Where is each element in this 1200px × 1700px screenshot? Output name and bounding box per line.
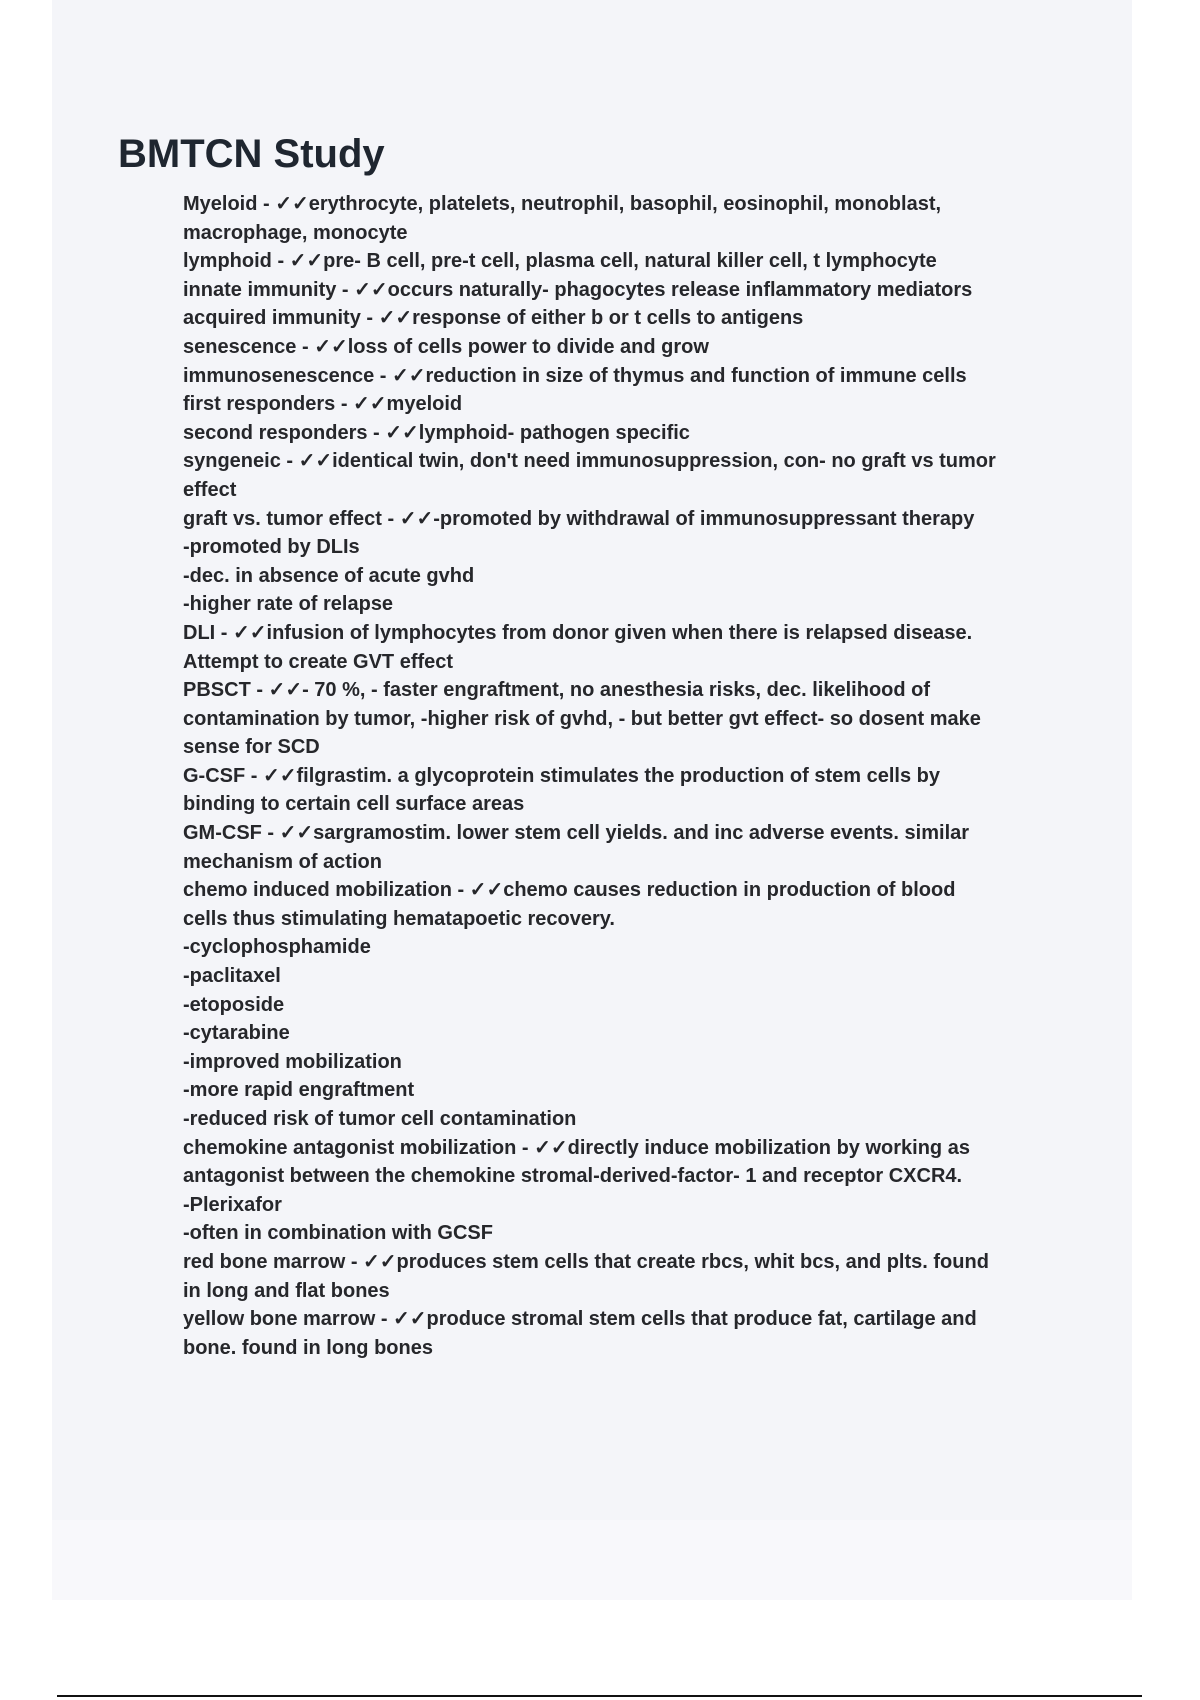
note-line: first responders - ✓✓myeloid [183, 393, 463, 416]
note-line: mechanism of action [183, 850, 382, 873]
note-line: red bone marrow - ✓✓produces stem cells that create rbcs, whit bcs, and plts. found [183, 1250, 989, 1273]
note-line: -cyclophosphamide [183, 936, 371, 959]
note-line: -higher rate of relapse [183, 593, 394, 616]
note-line: cells thus stimulating hematapoetic recovery. [183, 907, 615, 930]
note-line: -reduced risk of tumor cell contamination [183, 1108, 577, 1130]
note-line: -often in combination with GCSF [183, 1222, 493, 1245]
note-line: innate immunity - ✓✓occurs naturally- phagocytes release inflammatory mediators [183, 278, 973, 301]
note-line: -more rapid engraftment [183, 1079, 415, 1102]
note-line: syngeneic - ✓✓identical twin, don't need immunosuppression, con- no graft vs tumor [183, 450, 996, 473]
bottom-divider [57, 1695, 1142, 1697]
document-title: BMTCN Study [118, 132, 385, 176]
note-line: DLI - ✓✓infusion of lymphocytes from donor given when there is relapsed disease. [183, 621, 973, 644]
note-line: Attempt to create GVT effect [183, 650, 454, 673]
study-notes [183, 190, 1083, 1362]
note-line: binding to certain cell surface areas [183, 793, 525, 816]
note-line: -cytarabine [183, 1022, 290, 1045]
note-line: chemo induced mobilization - ✓✓chemo causes reduction in production of blood [183, 879, 956, 902]
note-line: -improved mobilization [183, 1050, 402, 1073]
note-line: immunosenescence - ✓✓reduction in size of thymus and function of immune cells [183, 364, 967, 387]
page-footer-area [52, 1520, 1132, 1600]
note-line: effect [183, 478, 237, 501]
note-line: GM-CSF - ✓✓sargramostim. lower stem cell yields. and inc adverse events. similar [183, 822, 970, 845]
note-line: macrophage, monocyte [183, 221, 408, 244]
note-line: Myeloid - ✓✓erythrocyte, platelets, neutrophil, basophil, eosinophil, monoblast, [183, 193, 942, 215]
note-line: -dec. in absence of acute gvhd [183, 564, 475, 587]
note-line: sense for SCD [183, 736, 320, 759]
note-line: PBSCT - ✓✓- 70 %, - faster engraftment, no anesthesia risks, dec. likelihood of [183, 679, 931, 702]
note-line: -etoposide [183, 993, 285, 1016]
note-line: lymphoid - ✓✓pre- B cell, pre-t cell, plasma cell, natural killer cell, t lymphocyte [183, 250, 937, 273]
note-line: graft vs. tumor effect - ✓✓-promoted by withdrawal of immunosuppressant therapy [183, 507, 975, 530]
note-line: G-CSF - ✓✓filgrastim. a glycoprotein stimulates the production of stem cells by [183, 764, 940, 787]
note-line: -promoted by DLIs [183, 536, 360, 559]
note-line: in long and flat bones [183, 1279, 390, 1302]
note-line: chemokine antagonist mobilization - ✓✓directly induce mobilization by working as [183, 1136, 970, 1159]
note-line: antagonist between the chemokine stromal-derived-factor- 1 and receptor CXCR4. [183, 1165, 963, 1188]
note-line: acquired immunity - ✓✓response of either b or t cells to antigens [183, 307, 804, 330]
note-line: -paclitaxel [183, 965, 281, 988]
note-line: senescence - ✓✓loss of cells power to divide and grow [183, 335, 709, 358]
note-line: second responders - ✓✓lymphoid- pathogen specific [183, 421, 690, 444]
note-line: contamination by tumor, -higher risk of gvhd, - but better gvt effect- so dosent make [183, 707, 981, 730]
note-line: bone. found in long bones [183, 1336, 433, 1359]
note-line: -Plerixafor [183, 1193, 282, 1216]
note-line: yellow bone marrow - ✓✓produce stromal stem cells that produce fat, cartilage and [183, 1308, 977, 1331]
